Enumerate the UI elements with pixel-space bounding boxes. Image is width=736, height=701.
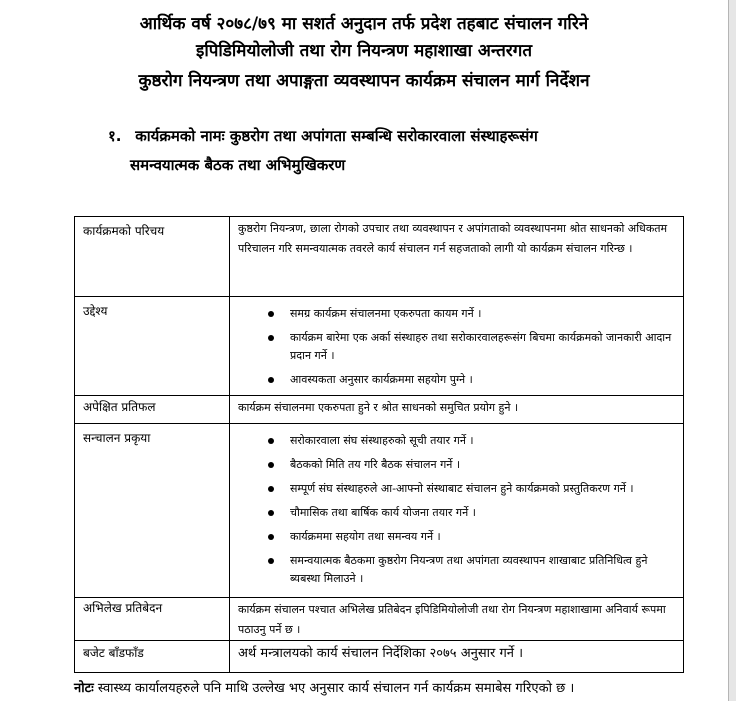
note bbox=[74, 679, 574, 699]
note-label: नोटः bbox=[74, 681, 94, 696]
document-title-line-3: कुष्ठरोग नियन्त्रण तथा अपाङ्गता व्यवस्थापन कार्यक्रम संचालन मार्ग निर्देशन bbox=[138, 71, 590, 91]
list-item: आवस्यकता अनुसार कार्यक्रममा सहयोग पुग्ने । bbox=[238, 371, 675, 389]
table-row-introduction bbox=[75, 217, 684, 297]
list-item: बैठकको मिति तय गरि बैठक संचालन गर्ने । bbox=[238, 456, 675, 474]
table-row-procedure bbox=[75, 424, 684, 598]
row-label: अभिलेख प्रतिबेदन bbox=[75, 598, 230, 641]
table-row-reporting bbox=[75, 598, 684, 641]
row-label: सन्चालन प्रकृया bbox=[75, 424, 230, 598]
page-shadow bbox=[729, 0, 736, 701]
document-title-line-1: आर्थिक वर्ष २०७८/७९ मा सशर्त अनुदान तर्फ प्रदेश तहबाट संचालन गरिने bbox=[139, 14, 589, 34]
reporting-text: कार्यक्रम संचालन पश्चात अभिलेख प्रतिबेदन इपिडिमियोलोजी तथा रोग नियन्त्रण महाशाखामा अनिवार्य रूपमा पठाउनु पर्ने छ । bbox=[238, 603, 666, 636]
section-heading bbox=[108, 124, 538, 148]
document-title-line-2: इपिडिमियोलोजी तथा रोग नियन्त्रण महाशाखा अन्तरगत bbox=[195, 41, 533, 61]
row-content bbox=[230, 297, 684, 396]
section-number: १. bbox=[108, 127, 122, 145]
table-row-budget bbox=[75, 641, 684, 673]
expected-output-text: कार्यक्रम संचालनमा एकरुपता हुने र श्रोत साधनको समुचित प्रयोग हुने । bbox=[238, 401, 519, 414]
objectives-list bbox=[238, 299, 675, 389]
list-item: कार्यक्रम बारेमा एक अर्का संस्थाहरु तथा सरोकारवालहरूसंग बिचमा कार्यक्रमको जानकारी आदान प्रदान गर्ने । bbox=[238, 329, 675, 365]
row-content bbox=[230, 424, 684, 598]
row-label: उद्देश्य bbox=[75, 297, 230, 396]
row-label: अपेक्षित प्रतिफल bbox=[75, 396, 230, 424]
row-content bbox=[230, 641, 684, 673]
row-label: कार्यक्रमको परिचय bbox=[75, 217, 230, 297]
table-row-expected-output bbox=[75, 396, 684, 424]
table-row-objectives bbox=[75, 297, 684, 396]
program-guideline-table bbox=[74, 216, 684, 673]
list-item: सम्पूर्ण संघ संस्थाहरुले आ-आफ्नो संस्थाबाट संचालन हुने कार्यक्रमको प्रस्तुतिकरण गर्ने । bbox=[238, 480, 675, 498]
row-content bbox=[230, 598, 684, 641]
row-content bbox=[230, 396, 684, 424]
section-heading-line-1: कार्यक्रमको नामः कुष्ठरोग तथा अपांगता सम्बन्धि सरोकारवाला संस्थाहरूसंग bbox=[135, 127, 538, 145]
list-item: समन्वयात्मक बैठकमा कुष्ठरोग नियन्त्रण तथा अपांगता व्यवस्थापन शाखाबाट प्रतिनिधित्व हुने ब्यबस्था मिलाउने । bbox=[238, 552, 675, 588]
row-label: बजेट बाँडफाँड bbox=[75, 641, 230, 673]
row-content bbox=[230, 217, 684, 297]
list-item: कार्यक्रममा सहयोग तथा समन्वय गर्ने । bbox=[238, 528, 675, 546]
list-item: सरोकारवाला संघ संस्थाहरुको सूची तयार गर्ने । bbox=[238, 432, 675, 450]
note-text: स्वास्थ्य कार्यालयहरुले पनि माथि उल्लेख भए अनुसार कार्य संचालन गर्न कार्यक्रम समाबेस गरिएको छ । bbox=[93, 681, 575, 696]
section-heading-line-2: समन्वयात्मक बैठक तथा अभिमुखिकरण bbox=[130, 156, 346, 174]
procedure-list bbox=[238, 426, 675, 588]
list-item: समग्र कार्यक्रम संचालनमा एकरुपता कायम गर्ने । bbox=[238, 305, 675, 323]
budget-text: अर्थ मन्त्रालयको कार्य संचालन निर्देशिका २०७५ अनुसार गर्ने । bbox=[238, 646, 524, 661]
introduction-text: कुष्ठरोग नियन्त्रण, छाला रोगको उपचार तथा व्यवस्थापन र अपांगताको व्यवस्थापनमा श्रोत साधनको अधिकतम परिचालन गरि समन्वयात्मक तवरले कार्य संचालन गर्न सहजताको लागी यो कार्यक्रम संचालन गरिन्छ । bbox=[238, 222, 668, 255]
list-item: चौमासिक तथा बार्षिक कार्य योजना तयार गर्ने । bbox=[238, 504, 675, 522]
